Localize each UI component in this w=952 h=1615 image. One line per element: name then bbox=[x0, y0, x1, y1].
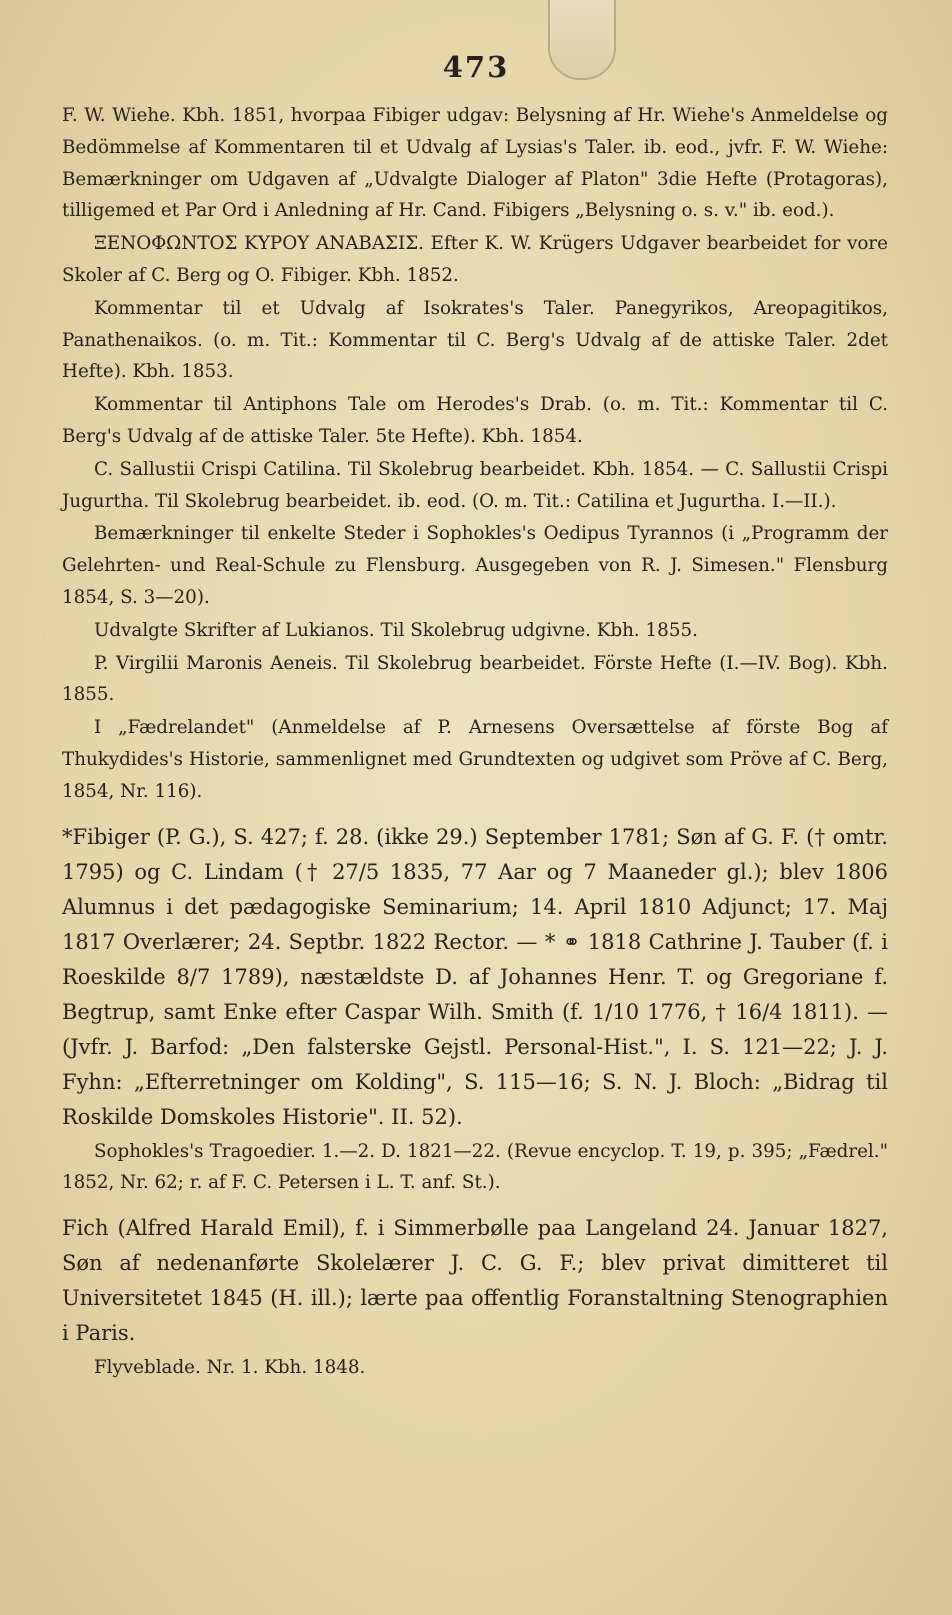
entry-antiphon: Kommentar til Antiphons Tale om Herodes's Drab. (o. m. Tit.: Kommentar til C. Berg's Udvalg af de attiske Taler. 5te Hefte). Kbh. 1854. bbox=[62, 394, 888, 447]
entry-sophokles-tragoedier: Sophokles's Tragoedier. 1.—2. D. 1821—22. (Revue encyclop. T. 19, p. 395; „Fædrel." 1852, Nr. 62; r. af F. C. Petersen i L. T. anf. St.). bbox=[62, 1140, 888, 1194]
entry-lukianos: Udvalgte Skrifter af Lukianos. Til Skolebrug udgivne. Kbh. 1855. bbox=[94, 619, 698, 641]
entry-sallust: C. Sallustii Crispi Catilina. Til Skolebrug bearbeidet. Kbh. 1854. — C. Sallustii Crispi Jugurtha. Til Skolebrug bearbeidet. ib. eod. (O. m. Tit.: Catilina et Jugurtha. I.—II.). bbox=[62, 458, 888, 512]
entry-fibiger-biography: *Fibiger (P. G.), S. 427; f. 28. (ikke 29.) September 1781; Søn af G. F. († omtr. 1795) og C. Lindam († 27/5 1835, 77 Aar og 7 Maaneder gl.); blev 1806 Alumnus i det pædagogiske Seminarium; 14. April 1810 Adjunct; 17. Maj 1817 Overlærer; 24. Septbr. 1822 Rector. — * ⚭ 1818 Cathrine J. Tauber (f. i Roeskilde 8/7 1789), næstældste D. af Johannes Henr. T. og Gregoriane f. Begtrup, samt Enke efter Caspar Wilh. Smith (f. 1/10 1776, † 16/4 1811). — (Jvfr. J. Barfod: „Den falsterske Gejstl. Personal-Hist.", I. S. 121—22; J. J. Fyhn: „Efterretninger om Kolding", S. 115—16; S. N. J. Bloch: „Bidrag til Roskilde Domskoles Historie". II. 52). bbox=[62, 824, 888, 1129]
entry-wiehe: F. W. Wiehe. Kbh. 1851, hvorpaa Fibiger udgav: Belysning af Hr. Wiehe's Anmeldelse og Bedömmelse af Kommentaren til et Udvalg af Lysias's Taler. ib. eod., jvfr. F. W. Wiehe: Bemærkninger om Udgaven af „Udvalgte Dialoger af Platon" 3die Hefte (Protagoras), tilligemed et Par Ord i Anledning af Hr. Cand. Fibigers „Belysning o. s. v." ib. eod.). bbox=[62, 105, 888, 222]
entry-fich-biography: Fich (Alfred Harald Emil), f. i Simmerbølle paa Langeland 24. Januar 1827, Søn af nedenanførte Skolelærer J. C. G. F.; blev privat dimitteret til Universitetet 1845 (H. ill.); lærte paa offentlig Foranstaltning Stenographien i Paris. bbox=[62, 1216, 888, 1346]
entry-flyveblade: Flyveblade. Nr. 1. Kbh. 1848. bbox=[94, 1357, 366, 1379]
entry-faedrelandet: I „Fædrelandet" (Anmeldelse af P. Arnesens Oversættelse af förste Bog af Thukydides's Historie, sammenlignet med Grundtexten og udgivet som Pröve af C. Berg, 1854, Nr. 116). bbox=[62, 717, 888, 802]
entry-virgil: P. Virgilii Maronis Aeneis. Til Skolebrug bearbeidet. Förste Hefte (I.—IV. Bog). Kbh. 1855. bbox=[62, 652, 888, 706]
entry-isokrates: Kommentar til et Udvalg af Isokrates's Taler. Panegyrikos, Areopagitikos, Panathenaikos. (o. m. Tit.: Kommentar til C. Berg's Udvalg af de attiske Taler. 2det Hefte). Kbh. 1853. bbox=[62, 297, 888, 383]
entry-xenophon: ΞΕΝΟΦΩΝΤΟΣ ΚΥΡΟΥ ΑΝΑΒΑΣΙΣ. Efter K. W. Krügers Udgaver bearbeidet for vore Skoler af C. Berg og O. Fibiger. Kbh. 1852. bbox=[62, 233, 888, 286]
page-content bbox=[62, 100, 888, 1385]
entry-sophokles-notes: Bemærkninger til enkelte Steder i Sophokles's Oedipus Tyrannos (i „Programm der Gelehrten- und Real-Schule zu Flensburg. Ausgegeben von R. J. Simesen." Flensburg 1854, S. 3—20). bbox=[62, 523, 888, 608]
page-number: 473 bbox=[442, 50, 510, 84]
